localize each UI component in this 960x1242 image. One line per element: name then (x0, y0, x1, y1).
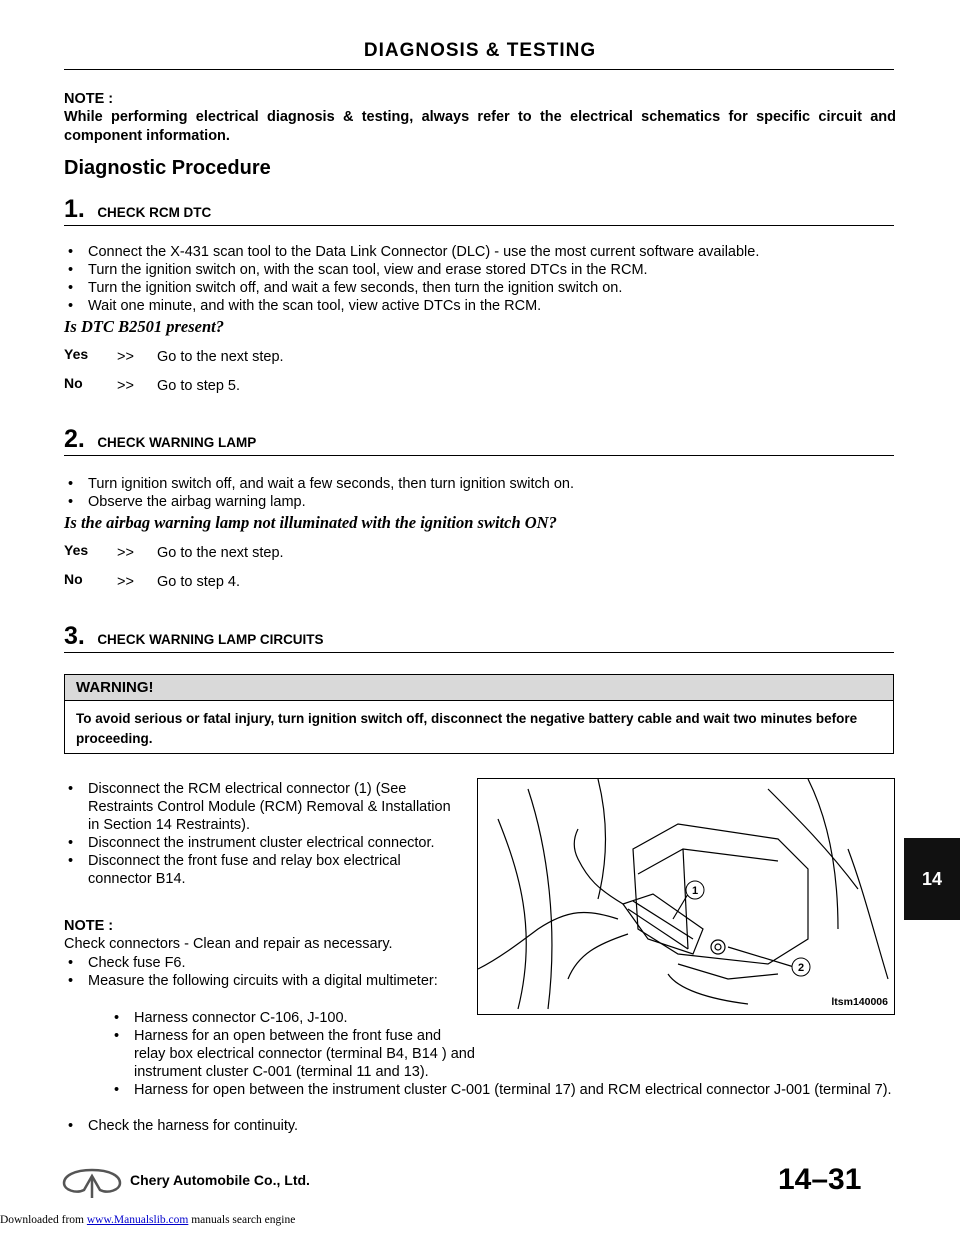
step3-note-label: NOTE : (64, 918, 114, 934)
step2-yes-label: Yes (64, 542, 89, 558)
footer-company: Chery Automobile Co., Ltd. (130, 1172, 310, 1188)
list-item: • Disconnect the instrument cluster electrical connector. (64, 834, 464, 852)
step3-bullet-list-2 (64, 954, 464, 990)
page-header-title: DIAGNOSIS & TESTING (363, 40, 597, 61)
manualslib-link[interactable]: www.Manualslib.com (86, 1214, 189, 1226)
warning-title: WARNING! (65, 675, 893, 701)
step1-no-label: No (64, 375, 83, 391)
page-number: 14–31 (778, 1163, 862, 1196)
note-label: NOTE : (64, 91, 114, 107)
step3-bullet-list (64, 780, 464, 888)
step1-yes-label: Yes (64, 346, 89, 362)
step2-heading (64, 425, 256, 454)
list-item: • Check fuse F6. (64, 954, 464, 972)
procedure-title: Diagnostic Procedure (64, 157, 271, 179)
step2-no-arrow: >> (117, 574, 134, 590)
rcm-connector-illustration (478, 779, 894, 1014)
step1-yes-text: Go to the next step. (157, 349, 284, 365)
list-item: • Connect the X-431 scan tool to the Data Link Connector (DLC) - use the most current software available. (64, 243, 896, 261)
list-item: • Observe the airbag warning lamp. (64, 493, 896, 511)
list-item: • Disconnect the front fuse and relay box electrical connector B14. (64, 852, 464, 888)
step1-heading (64, 195, 211, 224)
download-attribution (0, 1214, 295, 1226)
rcm-connector-figure (477, 778, 895, 1015)
step2-no-label: No (64, 571, 83, 587)
step2-bullet-list (64, 475, 896, 511)
step2-number: 2. (64, 425, 85, 453)
callout-2-label: 2 (797, 962, 805, 974)
list-item: • Measure the following circuits with a digital multimeter: (64, 972, 464, 990)
step3-number: 3. (64, 622, 85, 650)
step2-yes-arrow: >> (117, 545, 134, 561)
section-tab: 14 (904, 838, 960, 920)
step2-yes-text: Go to the next step. (157, 545, 284, 561)
callout-1-label: 1 (691, 885, 699, 897)
step3-sublist-a (110, 1009, 476, 1027)
note-text: While performing electrical diagnosis & testing, always refer to the electrical schematics for specific circuit and component information. (64, 109, 896, 144)
list-item: • Check the harness for continuity. (64, 1117, 664, 1135)
step3-divider (64, 652, 894, 653)
step2-divider (64, 455, 894, 456)
step2-question: Is the airbag warning lamp not illuminated with the ignition switch ON? (64, 513, 557, 532)
step3-bullet-list-3 (64, 1117, 664, 1135)
list-item: • Turn ignition switch off, and wait a few seconds, then turn ignition switch on. (64, 475, 896, 493)
list-item: • Harness for open between the instrument cluster C-001 (terminal 17) and RCM electrical connector J-001 (terminal 7). (110, 1081, 896, 1099)
list-item: • Turn the ignition switch on, with the scan tool, view and erase stored DTCs in the RCM. (64, 261, 896, 279)
step3-sublist-c (110, 1081, 896, 1099)
warning-box (64, 674, 894, 754)
step2-no-text: Go to step 4. (157, 574, 241, 590)
list-item: • Harness connector C-106, J-100. (110, 1009, 476, 1027)
chery-logo-icon (62, 1166, 122, 1206)
step3-note-text: Check connectors - Clean and repair as necessary. (64, 936, 393, 952)
step1-question: Is DTC B2501 present? (64, 317, 224, 336)
step1-yes-arrow: >> (117, 349, 134, 365)
step1-title: CHECK RCM DTC (97, 205, 212, 220)
list-item: • Turn the ignition switch off, and wait a few seconds, then turn the ignition switch on. (64, 279, 896, 297)
download-suffix: manuals search engine (191, 1214, 296, 1226)
step1-divider (64, 225, 894, 226)
figure-caption: ltsm140006 (831, 996, 888, 1008)
sub-item-text: • Harness for an open between the front fuse and relay box electrical connector (terminal B4, B14 ) and instrument cluster C-001 (terminal 11 and 13). (134, 1028, 475, 1080)
step3-heading (64, 622, 324, 651)
header-divider (64, 69, 894, 70)
step1-no-arrow: >> (117, 378, 134, 394)
list-item: • Wait one minute, and with the scan tool, view active DTCs in the RCM. (64, 297, 896, 315)
list-item (110, 1027, 896, 1081)
download-prefix: Downloaded from (0, 1214, 84, 1226)
step1-bullet-list (64, 243, 896, 315)
warning-text: To avoid serious or fatal injury, turn ignition switch off, disconnect the negative battery cable and wait two minutes before proceeding. (76, 711, 858, 746)
step1-number: 1. (64, 195, 85, 223)
step2-title: CHECK WARNING LAMP (97, 435, 257, 450)
step1-no-text: Go to step 5. (157, 378, 241, 394)
step3-sublist-b (110, 1027, 896, 1081)
list-item: • Disconnect the RCM electrical connector (1) (See Restraints Control Module (RCM) Removal & Installation in Section 14 Restraints). (64, 780, 464, 834)
step3-title: CHECK WARNING LAMP CIRCUITS (97, 632, 324, 647)
